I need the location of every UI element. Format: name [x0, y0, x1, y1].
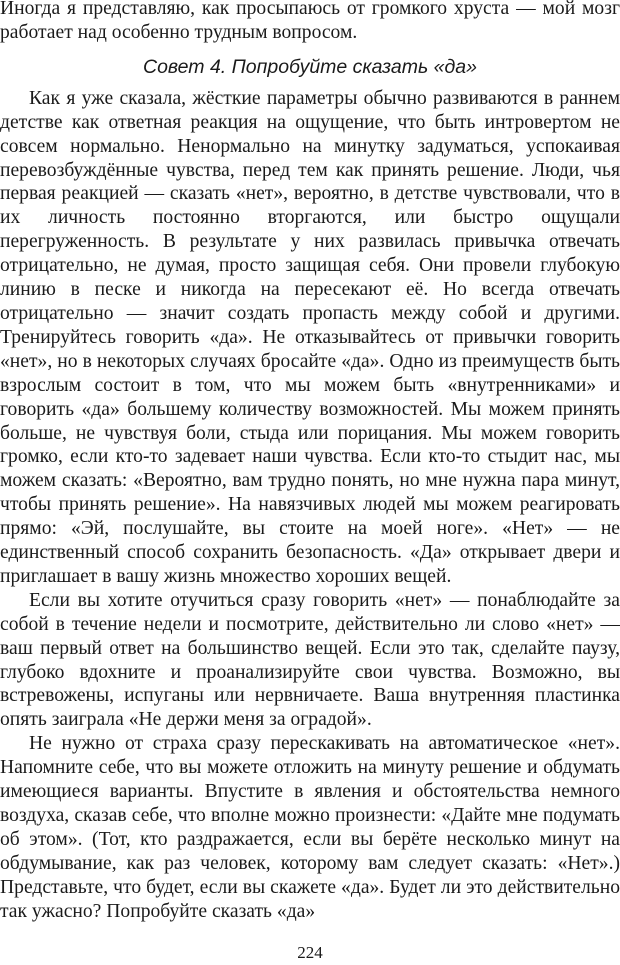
intro-paragraph: Иногда я представляю, как просыпаюсь от громкого хруста — мой мозг работает над особенно трудным вопросом.: [0, 0, 620, 43]
page-number: 224: [297, 943, 323, 962]
body-paragraph-1: Как я уже сказала, жёсткие параметры обычно развиваются в раннем детстве как ответная реакция на ощущение, что быть интровертом не совсем нормально. Ненормально на минутку задуматься, успокаивая перевозбуждённые чувства, перед тем как принять решение. Люди, чья первая реакцией — сказать «нет», вероятно, в детстве чувствовали, что в их личность постоянно вторгаются, или быстро ощущали перегруженность. В результате у них развилась привычка отвечать отрицательно, не думая, просто защищая себя. Они провели глубокую линию в песке и никогда на пересекают её. Но всегда отвечать отрицательно — значит создать пропасть между собой и другими. Тренируйтесь говорить «да». Не отказывайтесь от привычки говорить «нет», но в некоторых случаях бросайте «да». Одно из преимуществ быть взрослым состоит в том, что мы можем быть «внутренниками» и говорить «да» большему количеству возможностей. Мы можем принять больше, не чувствуя боли, стыда или порицания. Мы можем говорить громко, если кто-то задевает наши чувства. Если кто-то стыдит нас, мы можем сказать: «Вероятно, вам трудно понять, но мне нужна пара минут, чтобы принять решение». На навязчивых людей мы можем реагировать прямо: «Эй, послушайте, вы стоите на моей ноге». «Нет» — не единственный способ сохранить безопасность. «Да» открывает двери и приглашает в вашу жизнь множество хороших вещей.: [0, 87, 620, 587]
body-paragraph-2: Если вы хотите отучиться сразу говорить «нет» — понаблюдайте за собой в течение недели и посмотрите, действительно ли слово «нет» — ваш первый ответ на большинство вещей. Если это так, сделайте паузу, глубоко вдохните и проанализируйте свои чувства. Возможно, вы встревожены, испуганы или нервничаете. Ваша внутренняя пластинка опять заиграла «Не держи меня за оградой».: [0, 589, 620, 731]
body-paragraph-3: Не нужно от страха сразу перескакивать на автоматическое «нет». Напомните себе, что вы можете отложить на минуту решение и обдумать имеющиеся варианты. Впустите в явления и обстоятельства немного воздуха, сказав себе, что вполне можно произнести: «Дайте мне подумать об этом». (Тот, кто раздражается, если вы берёте несколько минут на обдумывание, как раз человек, которому вам следует сказать: «Нет».) Представьте, что будет, если вы скажете «да». Будет ли это действительно так ужасно? Попробуйте сказать «да»: [0, 733, 620, 922]
section-heading: Совет 4. Попробуйте сказать «да»: [143, 55, 477, 78]
